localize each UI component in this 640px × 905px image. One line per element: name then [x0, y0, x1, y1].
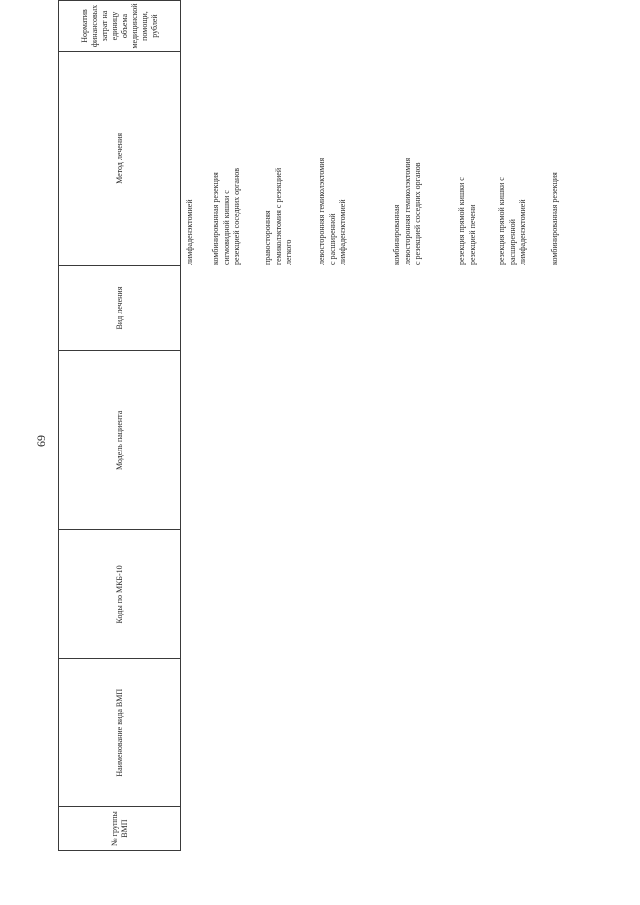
header-row: [59, 1, 181, 851]
method-item: комбинированная резекция сигмовидной кишки с резекцией соседних органов: [211, 167, 241, 265]
method-item: комбинированная резекция: [550, 172, 559, 265]
header-patient-model: Модель пациента: [59, 351, 181, 530]
header-icd-codes: Коды по МКБ-10: [59, 530, 181, 659]
method-item: резекция прямой кишки с расширенной лимфаденэктомией: [497, 177, 527, 265]
method-item: лимфаденэктомией: [185, 199, 194, 265]
method-item: левосторонняя гемиколэктомия с расширенной лимфаденэктомией: [317, 157, 347, 265]
header-treatment-type: Вид лечения: [59, 265, 181, 350]
header-treatment-method: Метод лечения: [59, 52, 181, 266]
header-vmp-name: Наименование вида ВМП: [59, 659, 181, 807]
page-number: 69: [34, 435, 48, 447]
method-item: резекция прямой кишки с резекцией печени: [457, 177, 477, 265]
table-header: [58, 0, 181, 851]
method-item: правосторонняя гемиколэктомия с резекцией легкого: [263, 167, 293, 265]
method-item: комбинированная левосторонняя гемиколэктомия с резекцией соседних органов: [392, 157, 422, 265]
header-cost-norm: Норматив финансовых затрат на единицу объема медицинской помощи, рублей: [59, 1, 181, 52]
header-group-number: № группы ВМП: [59, 807, 181, 851]
